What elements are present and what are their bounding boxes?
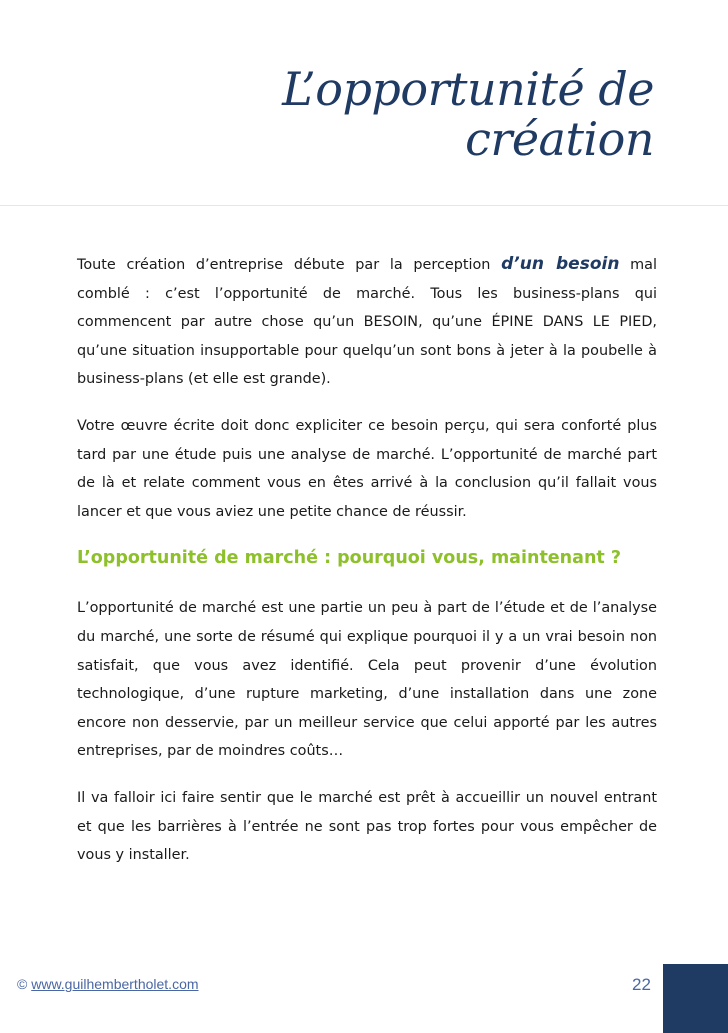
paragraph-3: L’opportunité de marché est une partie un peu à part de l’étude et de l’analyse du marché, une sorte de résumé qui explique pourquoi il y a un vrai besoin non satisfait, que vous avez identifié. Cela peut provenir d’une évolution technologique, d’une rupture marketing, d’une installation dans une zone encore non desservie, par un meilleur service que celui apporté par les autres entreprises, par de moindres coûts… bbox=[77, 600, 657, 760]
paragraph-4: Il va falloir ici faire sentir que le marché est prêt à accueillir un nouvel entrant et que les barrières à l’entrée ne sont pas trop fortes pour vous empêcher de vous y installer. bbox=[77, 789, 657, 864]
footer-website bbox=[17, 976, 199, 992]
page-title-line-2: création bbox=[465, 112, 654, 166]
paragraph-1-start: Toute création d’entreprise débute par la perception bbox=[77, 257, 502, 273]
paragraph-2: Votre œuvre écrite doit donc expliciter ce besoin perçu, qui sera conforté plus tard par une étude puis une analyse de marché. L’opportunité de marché part de là et relate comment vous en êtes arrivé à la conclusion qu’il fallait vous lancer et que vous aviez une petite chance de réussir. bbox=[77, 417, 657, 520]
paragraph-1 bbox=[77, 250, 657, 394]
copyright-symbol: © bbox=[17, 976, 28, 992]
page-title bbox=[194, 64, 654, 164]
emphasis-besoin: d’un besoin bbox=[501, 254, 620, 274]
page-title-line-1: L’opportunité de bbox=[282, 62, 654, 116]
section-subheading: L’opportunité de marché : pourquoi vous, maintenant ? bbox=[77, 548, 622, 569]
page-number: 22 bbox=[632, 975, 651, 994]
paragraph-1-rest: mal comblé : c’est l’opportunité de marché. Tous les business-plans qui commencent par autre chose qu’un BESOIN, qu’une ÉPINE DANS LE PIED, qu’une situation insupportable pour quelqu’un sont bons à jeter à la poubelle à business-plans (et elle est grande). bbox=[77, 257, 657, 388]
website-link[interactable]: www.guilhembertholet.com bbox=[31, 976, 199, 992]
corner-decoration bbox=[663, 964, 728, 1033]
title-divider bbox=[0, 205, 728, 206]
body-content bbox=[77, 250, 657, 888]
